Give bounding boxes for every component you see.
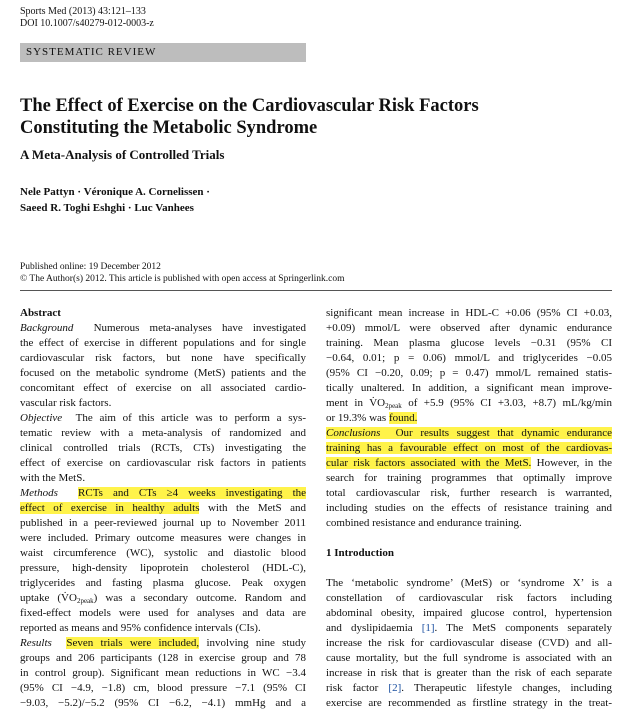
body-line: constellation of cardiovascular risk factors including bbox=[326, 592, 612, 604]
methods-label: Methods bbox=[20, 487, 58, 499]
abstract-line: in control group). Significant mean reductions in WC −3.4 bbox=[20, 667, 306, 679]
author-list bbox=[20, 184, 210, 216]
abstract-heading: Abstract bbox=[20, 307, 61, 319]
abstract-line: fixed-effect models were used for analyses and data are bbox=[20, 607, 306, 619]
body-line: increase in risk that is greater than the risk of each separate bbox=[326, 667, 612, 679]
abstract-right-column bbox=[326, 306, 612, 711]
abstract-line: effect of exercise on cardiovascular risk factors in patients bbox=[20, 457, 306, 469]
body-line: The ‘metabolic syndrome’ (MetS) or ‘syndrome X’ is a bbox=[326, 577, 612, 589]
abstract-line: reported as means and 95% confidence intervals (CIs). bbox=[20, 622, 261, 634]
abstract-line: concomitant effect of exercise on all associated cardio- bbox=[20, 382, 306, 394]
introduction-heading: 1 Introduction bbox=[326, 547, 394, 559]
abstract-line: waist circumference (WC), systolic and diastolic blood bbox=[20, 547, 306, 559]
abstract-line: total cardiovascular risk, further research is warranted, bbox=[326, 487, 612, 499]
highlight: training has a favourable effect on most of the cardiovas- bbox=[326, 442, 612, 454]
body-line: exercise are recommended as firstline strategy in the treat- bbox=[326, 697, 612, 709]
abstract-line: clinical controlled trials (RCTs, CTs) investigating the bbox=[20, 442, 306, 454]
abstract-line: cular risk factors associated with the MetS. However, in the bbox=[326, 457, 612, 469]
abstract-line: Objective The aim of this article was to perform a sys- bbox=[20, 412, 306, 424]
citation-link-2[interactable]: [2] bbox=[388, 682, 402, 694]
abstract-line: −0.64, 0.01; p = 0.06) mmol/L and triglycerides −0.05 bbox=[326, 352, 612, 364]
body-line: cause mortality, but the full syndrome is associated with an bbox=[326, 652, 612, 664]
highlight: found. bbox=[388, 412, 418, 424]
copyright-notice: © The Author(s) 2012. This article is published with open access at Springerlink.com bbox=[20, 274, 345, 284]
abstract-line: including studies on the effects of resistance training and bbox=[326, 502, 612, 514]
journal-header bbox=[20, 6, 154, 30]
abstract-line: Background Numerous meta-analyses have investigated bbox=[20, 322, 306, 334]
article-subtitle: A Meta-Analysis of Controlled Trials bbox=[20, 147, 225, 162]
abstract-line: or 19.3% was found. bbox=[326, 412, 418, 424]
highlight: effect of exercise in healthy adults bbox=[20, 502, 200, 514]
abstract-line: pressure, high-density lipoprotein cholesterol (HDL-C), bbox=[20, 562, 306, 574]
conclusions-label: Conclusions bbox=[326, 427, 381, 439]
journal-citation: Sports Med (2013) 43:121–133 bbox=[20, 6, 146, 17]
results-label: Results bbox=[20, 637, 52, 649]
abstract-line: significant mean increase in HDL-C +0.06 (95% CI +0.03, bbox=[326, 307, 612, 319]
abstract-line bbox=[326, 426, 612, 441]
abstract-line: +0.09) mmol/L were observed after dynamic endurance bbox=[326, 322, 612, 334]
abstract-line: combined resistance and endurance training. bbox=[326, 517, 522, 529]
abstract-line: focused on the metabolic syndrome (MetS) patients and the bbox=[20, 367, 306, 379]
abstract-line: tically unaltered. In addition, a significant mean improve- bbox=[326, 382, 612, 394]
abstract-line: −9.03, −5.2)/−5.2 (95% CI −6.2, −4.1) mmHg and a bbox=[20, 697, 306, 709]
objective-label: Objective bbox=[20, 412, 63, 424]
abstract-line: were included. Primary outcome measures were changes in bbox=[20, 532, 306, 544]
abstract-line: (95% CI −0.20, 0.09; p = 0.47) mmol/L remained statis- bbox=[326, 367, 612, 379]
body-line: abdominal obesity, impaired glucose control, hypertension bbox=[326, 607, 612, 619]
authors-line-1: Nele Pattyn · Véronique A. Cornelissen · bbox=[20, 186, 210, 198]
abstract-line bbox=[326, 441, 612, 456]
body-line: and dyslipidaemia [1]. The MetS components separately bbox=[326, 622, 613, 634]
abstract-line: ment in $V̇O_{2peak}$ of +5.9 (95% CI +3.03, +8.7) mL/kg/min bbox=[326, 397, 612, 410]
highlight: Conclusions Our results suggest that dynamic endurance bbox=[326, 427, 613, 439]
abstract-line: triglycerides and fasting plasma glucose. Peak oxygen bbox=[20, 577, 306, 589]
background-label: Background bbox=[20, 322, 74, 334]
section-divider bbox=[20, 290, 612, 291]
article-type-banner: SYSTEMATIC REVIEW bbox=[20, 43, 306, 62]
abstract-line: vascular risk factors. bbox=[20, 397, 112, 409]
abstract-line: published in a peer-reviewed journal up to November 2011 bbox=[20, 517, 306, 529]
journal-doi: DOI 10.1007/s40279-012-0003-z bbox=[20, 18, 154, 29]
abstract-line: tematic review with a meta-analysis of randomized and bbox=[20, 427, 306, 439]
abstract-line: with the MetS. bbox=[20, 472, 86, 484]
abstract-line: cardiovascular risk factors, but none have specifically bbox=[20, 352, 306, 364]
authors-line-2: Saeed R. Toghi Eshghi · Luc Vanhees bbox=[20, 202, 194, 214]
abstract-line bbox=[20, 486, 306, 501]
spacer bbox=[326, 561, 612, 576]
spacer bbox=[326, 531, 612, 546]
abstract-line: search for training programmes that optimally improve bbox=[326, 472, 612, 484]
highlight: RCTs and CTs ≥4 weeks investigating the bbox=[78, 487, 307, 499]
title-line-2: Constituting the Metabolic Syndrome bbox=[20, 118, 318, 138]
abstract-line: uptake $(V̇O_{2peak})$ was a secondary outcome. Random and bbox=[20, 592, 307, 605]
article-title bbox=[20, 95, 580, 139]
abstract-left-column bbox=[20, 306, 306, 711]
abstract-line: the effect of exercise in different populations and for single bbox=[20, 337, 306, 349]
abstract-line: groups and 206 participants (128 in exercise group and 78 bbox=[20, 652, 306, 664]
body-line: risk factor [2]. Therapeutic lifestyle changes, including bbox=[326, 682, 612, 694]
highlight: cular risk factors associated with the MetS. bbox=[326, 457, 532, 469]
abstract-line: training. Mean plasma glucose levels −0.31 (95% CI bbox=[326, 337, 612, 349]
title-line-1: The Effect of Exercise on the Cardiovascular Risk Factors bbox=[20, 96, 479, 116]
abstract-line: (95% CI −4.9, −1.8) cm, blood pressure −7.1 (95% CI bbox=[20, 682, 306, 694]
body-line: increase the risk for cardiovascular disease (CVD) and all- bbox=[326, 637, 612, 649]
abstract-line: effect of exercise in healthy adults with the MetS and bbox=[20, 502, 307, 514]
publication-info bbox=[20, 261, 345, 285]
published-date: Published online: 19 December 2012 bbox=[20, 262, 161, 272]
citation-link-1[interactable]: [1] bbox=[421, 622, 435, 634]
abstract-line: Results Seven trials were included, involving nine study bbox=[20, 637, 306, 649]
highlight: Seven trials were included, bbox=[66, 637, 200, 649]
